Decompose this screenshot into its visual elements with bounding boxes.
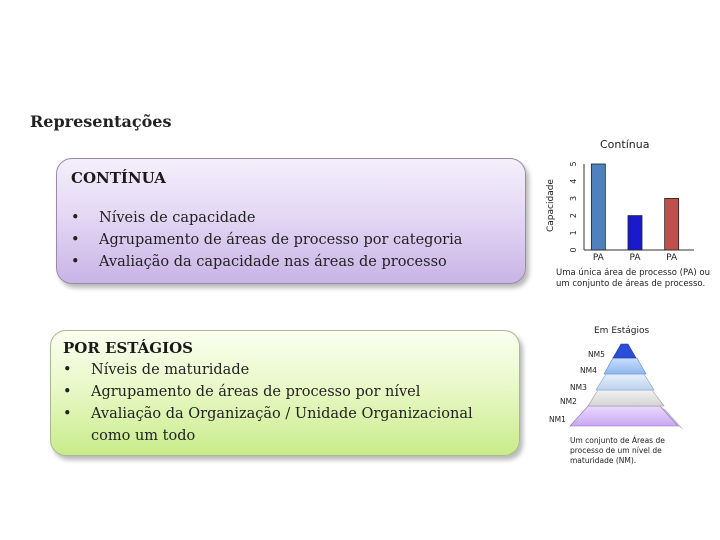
pyramid-level-nm5 — [613, 344, 636, 358]
chart-y-tick-label: 2 — [569, 213, 578, 219]
pyramid-caption-line: Um conjunto de Áreas de — [570, 436, 665, 445]
pyramid-caption — [570, 436, 665, 466]
chart-bar — [591, 164, 605, 250]
chart-title: Contínua — [600, 138, 650, 151]
estagios-item: • Agrupamento de áreas de processo por nível — [63, 381, 507, 403]
continua-list — [71, 207, 511, 273]
chart-caption-line: um conjunto de áreas de processo. — [556, 279, 706, 289]
estagios-item: • Níveis de maturidade — [63, 359, 507, 381]
nm1-label: NM1 — [549, 415, 566, 424]
continua-item: • Níveis de capacidade — [71, 207, 511, 229]
estagios-box — [50, 330, 520, 456]
pyramid-level-nm3 — [596, 374, 654, 390]
pyramid-level-nm2 — [588, 390, 664, 406]
nm2-label: NM2 — [560, 397, 577, 406]
chart-x-tick-label: PA — [666, 253, 678, 263]
estagios-heading: POR ESTÁGIOS — [63, 339, 194, 357]
capacity-bar-chart — [560, 150, 700, 270]
nm5-label: NM5 — [588, 350, 605, 359]
page-title: Representações — [30, 112, 172, 131]
chart-y-tick-label: 4 — [569, 178, 578, 184]
pyramid-level-nm1 — [570, 406, 678, 426]
pyramid-title: Em Estágios — [594, 326, 650, 336]
chart-y-tick-label: 5 — [569, 161, 578, 167]
pyramid-level-nm4 — [604, 358, 646, 374]
chart-x-tick-label: PA — [629, 253, 641, 263]
chart-caption — [556, 268, 710, 290]
nm4-label: NM4 — [580, 366, 597, 375]
estagios-list — [63, 359, 507, 447]
chart-x-tick-label: PA — [592, 253, 604, 263]
chart-caption-line: Uma única área de processo (PA) ou — [556, 268, 711, 278]
pyramid-caption-line: maturidade (NM). — [570, 456, 637, 465]
chart-bar — [628, 216, 642, 250]
nm3-label: NM3 — [570, 383, 587, 392]
chart-y-tick-label: 1 — [569, 230, 578, 236]
chart-y-tick-label: 3 — [569, 195, 578, 201]
chart-y-label: Capacidade — [546, 179, 556, 232]
estagios-item: • Avaliação da Organização / Unidade Organizacional como um todo — [63, 403, 507, 447]
chart-bar — [665, 198, 679, 250]
pyramid-caption-line: processo de um nível de — [570, 446, 662, 455]
continua-item: • Avaliação da capacidade nas áreas de processo — [71, 251, 511, 273]
continua-box — [56, 158, 526, 284]
continua-heading: CONTÍNUA — [71, 169, 166, 187]
chart-y-tick-label: 0 — [569, 247, 578, 253]
continua-item: • Agrupamento de áreas de processo por categoria — [71, 229, 511, 251]
